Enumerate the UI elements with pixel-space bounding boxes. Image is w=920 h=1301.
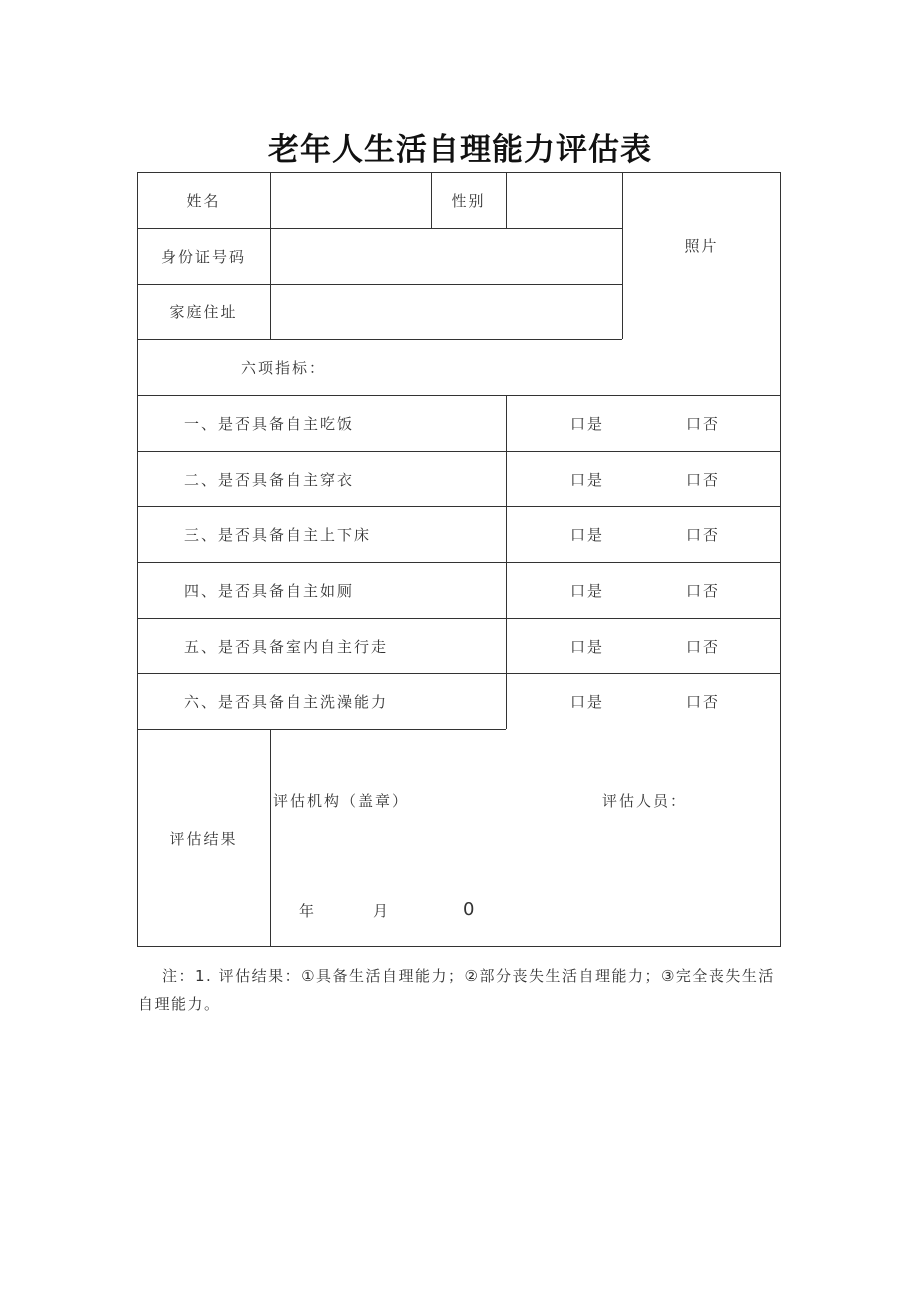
table-border-right bbox=[780, 172, 781, 947]
no-checkbox[interactable]: 口否 bbox=[685, 581, 720, 600]
indicator-label: 六、是否具备自主洗澡能力 bbox=[184, 692, 389, 711]
yes-checkbox[interactable]: 口是 bbox=[569, 692, 604, 711]
indicator-label: 二、是否具备自主穿衣 bbox=[184, 470, 355, 489]
gender-field[interactable] bbox=[507, 172, 622, 228]
footnote: 注：1. 评估结果：①具备生活自理能力；②部分丧失生活自理能力；③完全丧失生活自理能力。 bbox=[138, 967, 775, 1013]
indicator-label: 五、是否具备室内自主行走 bbox=[184, 637, 389, 656]
no-checkbox[interactable]: 口否 bbox=[685, 637, 720, 656]
yes-checkbox[interactable]: 口是 bbox=[569, 637, 604, 656]
gender-label: 性别 bbox=[451, 191, 486, 210]
indicator-label: 四、是否具备自主如厕 bbox=[184, 581, 355, 600]
indicators-heading: 六项指标： bbox=[241, 358, 327, 377]
name-field[interactable] bbox=[271, 172, 431, 228]
address-label: 家庭住址 bbox=[169, 303, 238, 321]
indicator-label: 一、是否具备自主吃饭 bbox=[184, 414, 355, 433]
id-number-label: 身份证号码 bbox=[160, 247, 246, 266]
address-field[interactable] bbox=[271, 284, 622, 339]
day-value: 0 bbox=[463, 898, 477, 920]
no-checkbox[interactable]: 口否 bbox=[685, 692, 720, 711]
id-number-field[interactable] bbox=[271, 228, 622, 284]
photo-label: 照片 bbox=[684, 236, 719, 255]
no-checkbox[interactable]: 口否 bbox=[685, 470, 720, 489]
yes-checkbox[interactable]: 口是 bbox=[569, 470, 604, 489]
indicator-label: 三、是否具备自主上下床 bbox=[184, 525, 372, 544]
result-label: 评估结果 bbox=[169, 829, 238, 848]
grid-line bbox=[270, 729, 271, 947]
form-title: 老年人生活自理能力评估表 bbox=[268, 132, 652, 168]
grid-line bbox=[506, 395, 507, 729]
name-label: 姓名 bbox=[186, 191, 221, 210]
yes-checkbox[interactable]: 口是 bbox=[569, 525, 604, 544]
no-checkbox[interactable]: 口否 bbox=[685, 414, 720, 433]
assessor-label: 评估人员： bbox=[602, 791, 688, 810]
month-label: 月 bbox=[373, 901, 391, 920]
org-stamp-label: 评估机构（盖章） bbox=[273, 791, 410, 810]
yes-checkbox[interactable]: 口是 bbox=[569, 414, 604, 433]
assessment-table bbox=[137, 172, 781, 947]
no-checkbox[interactable]: 口否 bbox=[685, 525, 720, 544]
yes-checkbox[interactable]: 口是 bbox=[569, 581, 604, 600]
year-label: 年 bbox=[299, 901, 317, 920]
